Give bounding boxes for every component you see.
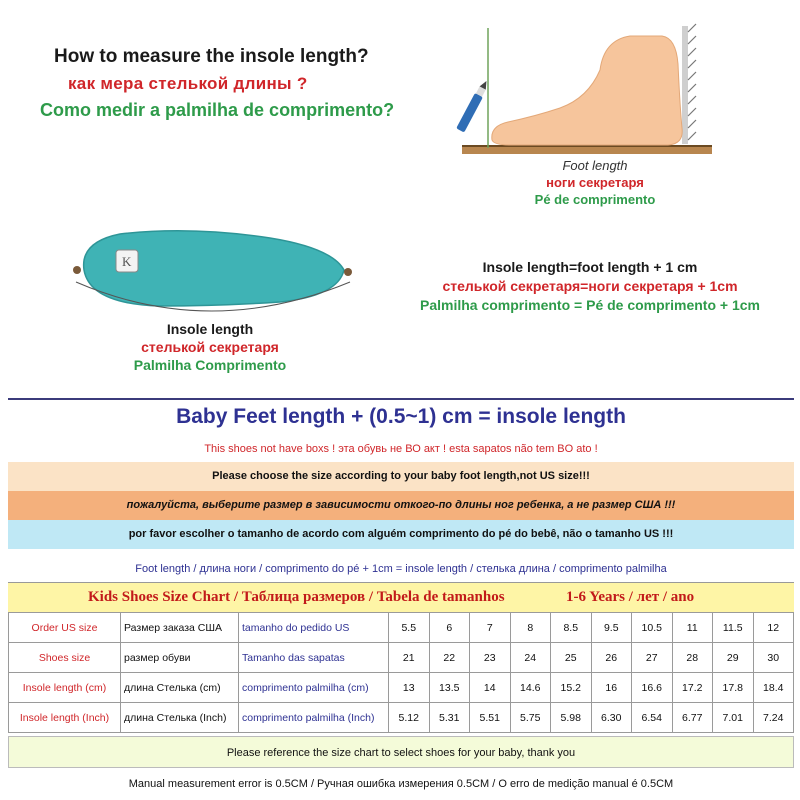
heading-russian: как мера стелькой длины ? [68,74,308,93]
row-label-portuguese: comprimento palmilha (cm) [239,673,389,703]
size-table [8,612,794,733]
size-cell: 14 [470,673,511,703]
size-cell: 21 [389,643,430,673]
row-label-russian: длина Стелька (Inch) [121,703,239,733]
insole-illustration [70,222,360,327]
formula-english: Insole length=foot length + 1 cm [482,259,698,275]
size-cell: 16.6 [632,673,673,703]
table-row [9,643,794,673]
insole-caption-english: Insole length [166,321,254,337]
size-cell: 11.5 [713,613,754,643]
floor [462,146,712,154]
size-cell: 15.2 [551,673,592,703]
size-cell: 17.8 [713,673,754,703]
size-cell: 5.12 [389,703,430,733]
insole-caption-russian: стелькой секретаря [141,339,279,355]
size-cell: 5.31 [429,703,470,733]
size-chart-title-age: 1-6 Years / лет / ano [566,589,695,605]
heading-portuguese: Como medir a palmilha de comprimento? [40,100,395,120]
reference-note: Please reference the size chart to select shoes for your baby, thank you [8,736,794,768]
row-label-portuguese: comprimento palmilha (Inch) [239,703,389,733]
row-label-russian: Размер заказа США [121,613,239,643]
foot [492,36,682,145]
row-label-portuguese: tamanho do pedido US [239,613,389,643]
heading-english: How to measure the insole length? [54,46,369,67]
size-cell: 10.5 [632,613,673,643]
wall [682,26,688,144]
size-cell: 16 [591,673,632,703]
size-cell: 23 [470,643,511,673]
size-cell: 13 [389,673,430,703]
size-chart-title-main: Kids Shoes Size Chart / Таблица размеров / Tabela de tamanhos [88,589,505,605]
no-box-note: This shoes not have boxs ! эта обувь не ВО акт ! esta sapatos não tem BO ato ! [8,436,794,462]
brand-logo-letter: K [122,254,132,269]
size-cell: 6 [429,613,470,643]
row-label-portuguese: Tamanho das sapatas [239,643,389,673]
table-row [9,613,794,643]
size-cell: 28 [672,643,713,673]
size-cell: 30 [753,643,794,673]
size-cell: 9.5 [591,613,632,643]
size-cell: 14.6 [510,673,551,703]
row-label-english: Order US size [9,613,121,643]
size-cell: 25 [551,643,592,673]
insole-caption-portuguese: Palmilha Comprimento [133,357,287,373]
size-cell: 24 [510,643,551,673]
size-chart-title [8,582,794,612]
size-cell: 7 [470,613,511,643]
size-cell: 29 [713,643,754,673]
right-marker-dot [344,268,352,276]
size-cell: 18.4 [753,673,794,703]
formula-russian: стелькой секретаря=ноги секретаря + 1cm [442,278,738,294]
size-cell: 26 [591,643,632,673]
size-cell: 11 [672,613,713,643]
foot-caption-russian: ноги секретаря [546,175,644,190]
size-cell: 8 [510,613,551,643]
size-cell: 6.54 [632,703,673,733]
measurement-error-note: Manual measurement error is 0.5CM / Ручная ошибка измерения 0.5CM / O erro de medição manual é 0.5CM [128,778,674,790]
wall-hatching [688,24,696,140]
choose-size-note-english: Please choose the size according to your baby foot length,not US size!!! [8,462,794,491]
size-cell: 27 [632,643,673,673]
size-cell: 7.01 [713,703,754,733]
size-cell: 12 [753,613,794,643]
table-row [9,673,794,703]
table-row [9,703,794,733]
foot-measure-illustration [440,18,730,168]
row-label-english: Insole length (Inch) [9,703,121,733]
size-cell: 6.77 [672,703,713,733]
size-cell: 7.24 [753,703,794,733]
size-cell: 5.51 [470,703,511,733]
choose-size-note-portuguese: por favor escolher o tamanho de acordo com alguém comprimento do pé do bebê, não o tamanho US !!! [8,520,794,549]
size-cell: 13.5 [429,673,470,703]
row-label-english: Shoes size [9,643,121,673]
formula-line: Foot length / длина ноги / comprimento do pé + 1cm = insole length / стелька длина / comprimento palmilha [8,558,794,580]
size-cell: 6.30 [591,703,632,733]
row-label-english: Insole length (cm) [9,673,121,703]
left-marker-dot [73,266,81,274]
foot-caption-portuguese: Pé de comprimento [534,192,656,207]
banner-title: Baby Feet length + (0.5~1) cm = insole length [8,398,794,432]
pen-icon [456,79,490,133]
size-cell: 5.5 [389,613,430,643]
size-cell: 5.98 [551,703,592,733]
size-cell: 17.2 [672,673,713,703]
formula-portuguese: Palmilha comprimento = Pé de comprimento + 1cm [420,297,760,313]
size-cell: 8.5 [551,613,592,643]
size-cell: 5.75 [510,703,551,733]
foot-caption-english: Foot length [562,158,628,173]
row-label-russian: размер обуви [121,643,239,673]
choose-size-note-russian: пожалуйста, выберите размер в зависимости откого-по длины ног ребенка, а не размер США !!! [8,491,794,520]
size-cell: 22 [429,643,470,673]
row-label-russian: длина Стелька (cm) [121,673,239,703]
